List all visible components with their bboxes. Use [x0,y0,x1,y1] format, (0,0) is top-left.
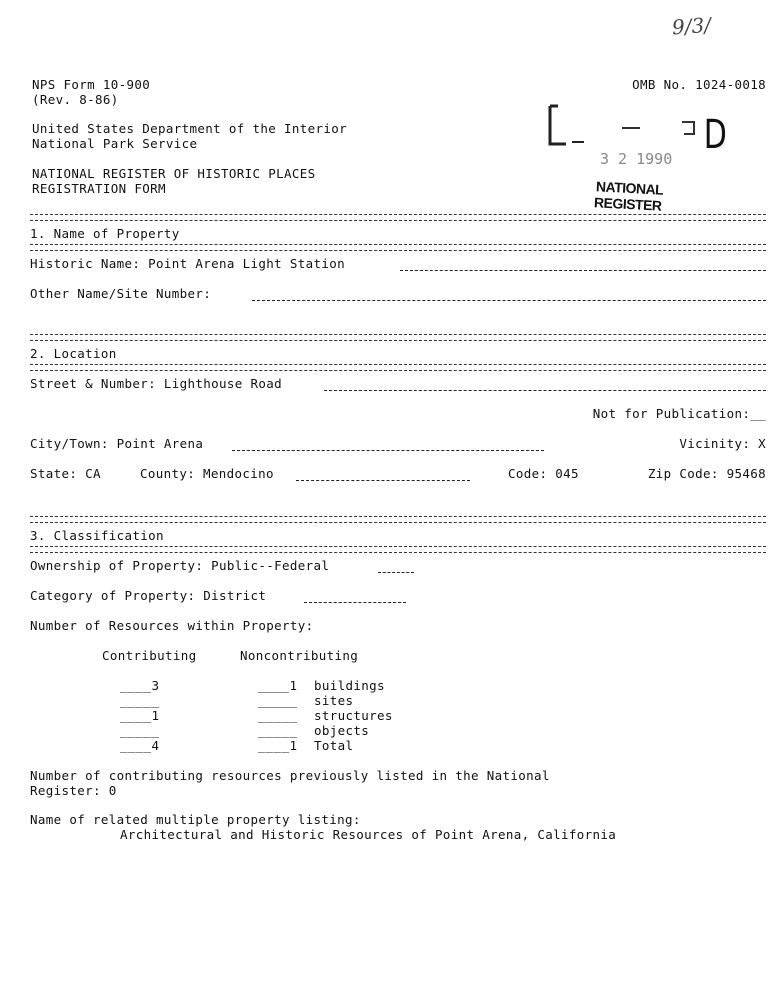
section-1-heading: 1. Name of Property [30,226,180,241]
agency-name: United States Department of the Interior [32,121,348,136]
stamp-line-national: NATIONAL [595,178,664,198]
resource-type: buildings [314,678,385,693]
ownership-underline [378,561,414,573]
resource-type: structures [314,708,393,723]
street-label: Street & Number: [30,376,157,391]
handwritten-note: 9/3/ [671,12,712,40]
form-type-title: REGISTRATION FORM [32,181,166,196]
county-value: Mendocino [203,466,274,481]
resource-type: Total [314,738,354,753]
zip-field [648,466,766,481]
col-header-contributing: Contributing [102,648,197,663]
resource-noncontributing-count: _____ [258,693,298,708]
resource-contributing-count: ____3 [120,678,160,693]
ownership-value: Public--Federal [211,558,330,573]
zip-label: Zip Code: [647,466,719,481]
county-field [140,466,274,481]
historic-name-underline [400,259,766,271]
form-revision: (Rev. 8-86) [32,92,119,107]
section-divider [30,364,766,371]
section-2-heading: 2. Location [30,346,117,361]
street-value: Lighthouse Road [163,376,283,391]
resource-noncontributing-count: ____1 [258,738,298,753]
section-divider [30,214,766,221]
street-underline [324,379,766,391]
code-field [508,466,579,481]
section-divider [30,244,766,251]
city-underline [232,439,544,451]
stamp-line-register: REGISTER [593,194,662,214]
multiple-listing-value: Architectural and Historic Resources of Point Arena, California [120,827,617,842]
section-3-heading: 3. Classification [30,528,164,543]
col-header-noncontributing: Noncontributing [240,648,359,663]
omb-number: OMB No. 1024-0018 [632,77,766,92]
resource-contributing-count: _____ [120,693,160,708]
register-title: NATIONAL REGISTER OF HISTORIC PLACES [32,166,316,181]
city-label: City/Town: [30,436,109,451]
service-name: National Park Service [32,136,198,151]
resource-type: sites [314,693,354,708]
city-field [30,436,203,451]
resource-contributing-count: ____4 [120,738,160,753]
street-field [30,376,282,391]
resource-noncontributing-count: ____1 [258,678,298,693]
ownership-field [30,558,329,573]
resource-noncontributing-count: _____ [258,708,298,723]
previously-listed-line-2: Register: 0 [30,783,117,798]
code-value: 045 [555,466,579,481]
resource-contributing-count: ____1 [120,708,160,723]
stamp-date: 3 2 1990 [600,150,673,168]
resource-type: objects [314,723,370,738]
other-name-label: Other Name/Site Number: [30,286,212,301]
resource-noncontributing-count: _____ [258,723,298,738]
form-number: NPS Form 10-900 [32,77,151,92]
category-value: District [203,588,267,603]
resource-contributing-count: _____ [120,723,160,738]
historic-name-label: Historic Name: [30,256,141,271]
code-label: Code: [508,466,548,481]
category-field [30,588,266,603]
resources-label: Number of Resources within Property: [30,618,314,633]
category-label: Category of Property: [30,588,196,603]
category-underline [304,591,406,603]
county-underline [296,469,470,481]
zip-value: 95468 [726,466,766,481]
historic-name-field [30,256,345,271]
stamp-received-letter: D [703,112,727,158]
previously-listed-line-1: Number of contributing resources previously listed in the National [30,768,550,783]
section-divider [30,516,766,523]
section-divider [30,546,766,553]
ownership-label: Ownership of Property: [30,558,204,573]
historic-name-value: Point Arena Light Station [148,256,346,271]
other-name-underline [252,289,766,301]
state-field [30,466,101,481]
not-for-publication: Not for Publication:__ [592,406,766,421]
section-divider [30,334,766,341]
vicinity: Vicinity: X [679,436,766,451]
state-value: CA [85,466,101,481]
state-label: State: [30,466,78,481]
city-value: Point Arena [116,436,204,451]
multiple-listing-label: Name of related multiple property listing: [30,812,361,827]
county-label: County: [140,466,196,481]
